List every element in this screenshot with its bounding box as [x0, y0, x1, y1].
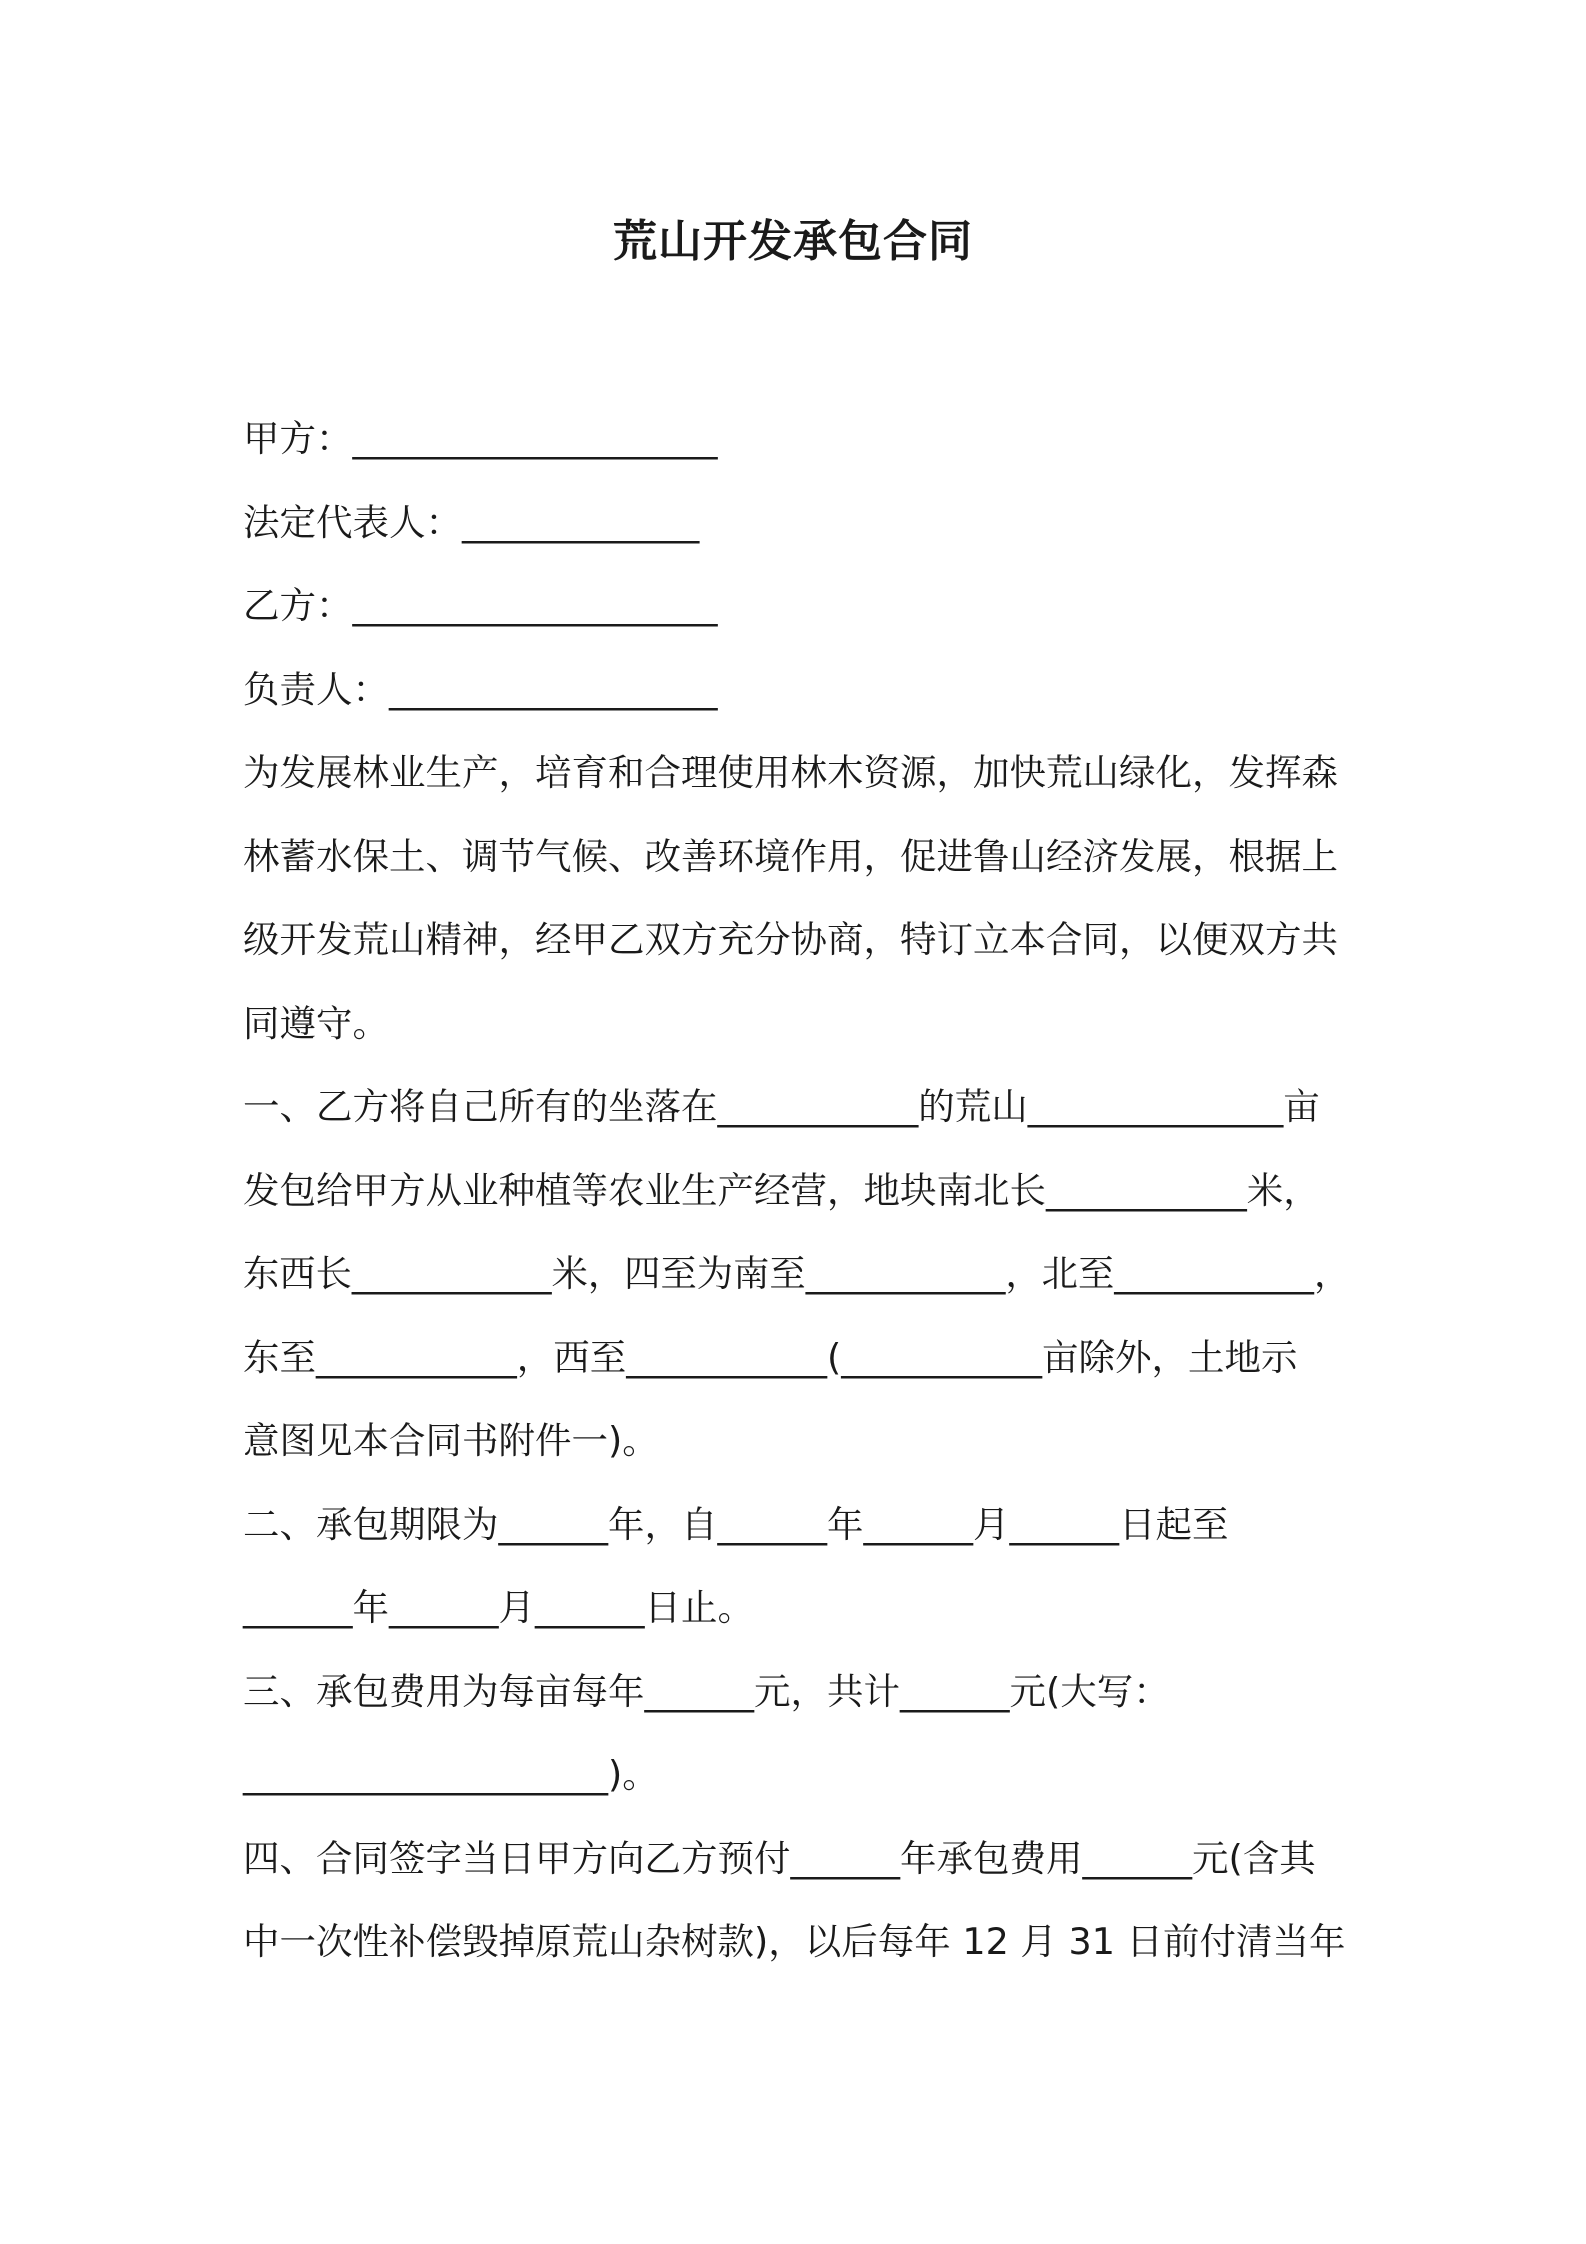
clause-3-line-1: 三、承包费用为每亩每年______元，共计______元(大写： — [243, 1670, 1170, 1713]
preamble-line-3: 级开发荒山精神，经甲乙双方充分协商，特订立本合同，以便双方共 — [243, 918, 1338, 961]
party-b-line: 乙方：____________________ — [243, 584, 718, 627]
clause-1-line-1: 一、乙方将自己所有的坐落在___________的荒山______________亩 — [243, 1085, 1320, 1128]
preamble-line-4: 同遵守。 — [243, 1002, 389, 1045]
clause-4-line-2: 中一次性补偿毁掉原荒山杂树款)，以后每年 12 月 31 日前付清当年 — [243, 1920, 1346, 1963]
clause-4-line-1: 四、合同签字当日甲方向乙方预付______年承包费用______元(含其 — [243, 1837, 1316, 1880]
clause-1-line-3: 东西长___________米，四至为南至___________，北至___________， — [243, 1252, 1351, 1295]
clause-2-line-2: ______年______月______日止。 — [243, 1586, 754, 1629]
clause-3-line-2: ____________________)。 — [243, 1753, 659, 1796]
party-a-line: 甲方：____________________ — [243, 417, 718, 460]
responsible-person-line: 负责人：__________________ — [243, 668, 718, 711]
page-title: 荒山开发承包合同 — [613, 216, 973, 267]
preamble-line-2: 林蓄水保土、调节气候、改善环境作用，促进鲁山经济发展，根据上 — [243, 835, 1338, 878]
clause-1-line-4: 东至___________，西至___________(___________亩除外，土地示 — [243, 1336, 1298, 1379]
preamble-line-1: 为发展林业生产，培育和合理使用林木资源，加快荒山绿化，发挥森 — [243, 751, 1338, 794]
clause-2-line-1: 二、承包期限为______年，自______年______月______日起至 — [243, 1503, 1229, 1546]
clause-1-line-2: 发包给甲方从业种植等农业生产经营，地块南北长___________米， — [243, 1169, 1320, 1212]
legal-representative-line: 法定代表人：_____________ — [243, 501, 700, 544]
clause-1-line-5: 意图见本合同书附件一)。 — [243, 1419, 659, 1462]
